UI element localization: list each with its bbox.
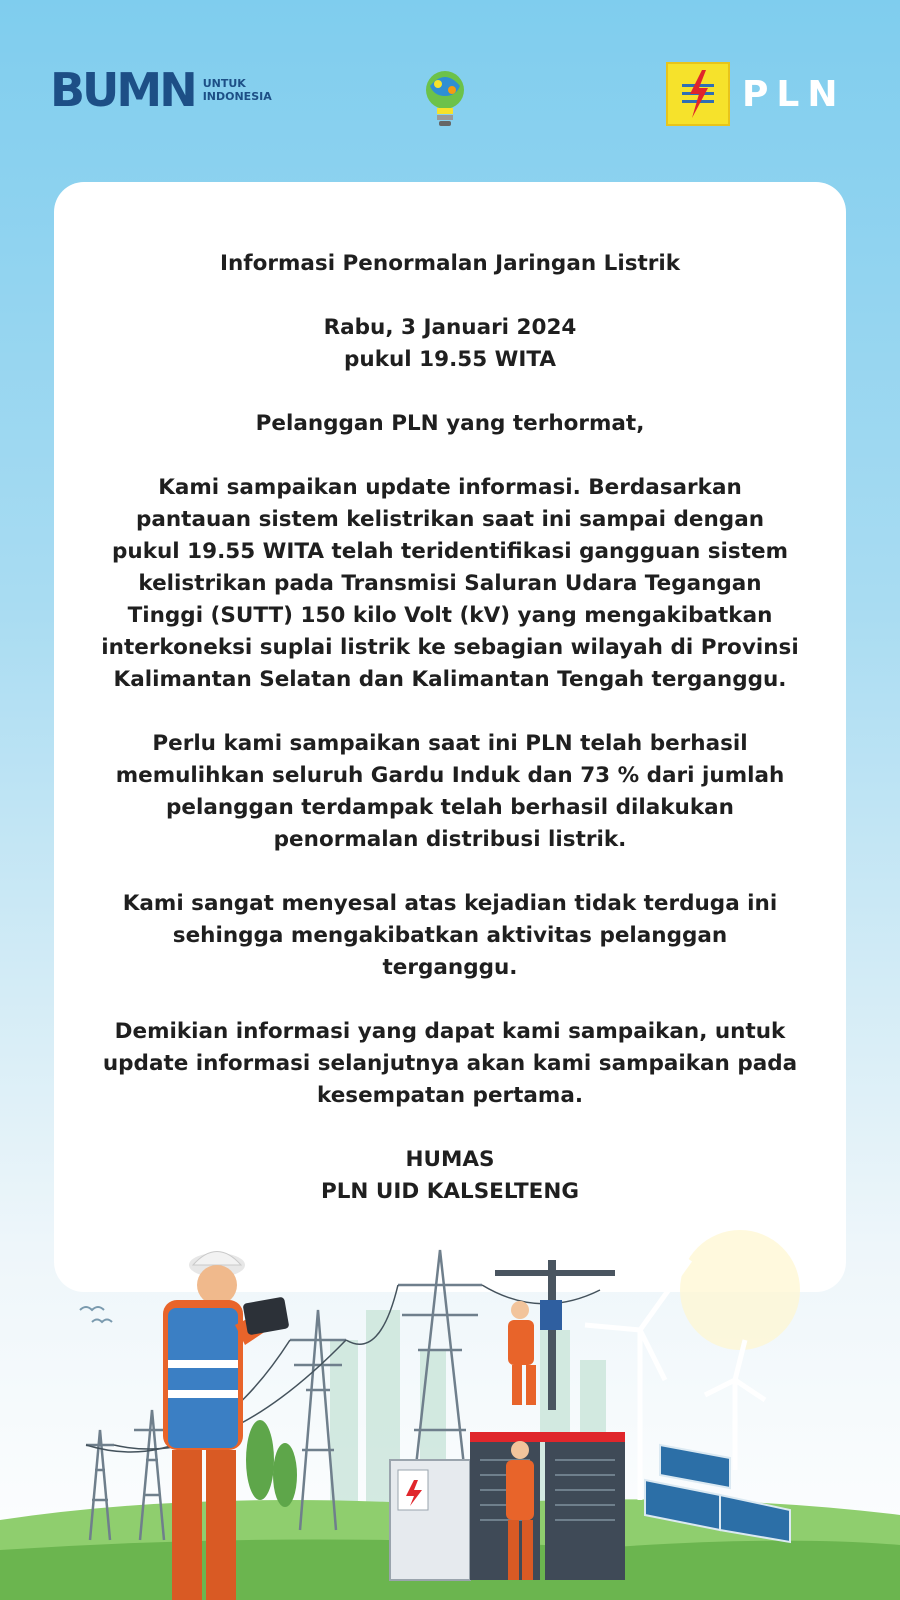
header: [0, 0, 900, 170]
announcement-greeting: Pelanggan PLN yang terhormat,: [255, 411, 645, 436]
pln-logo-text: PLN: [742, 73, 846, 115]
announcement-paragraph-4: Demikian informasi yang dapat kami sampaikan, untuk update informasi selanjutnya akan kami sampaikan pada kesempatan pertama.: [102, 1019, 798, 1108]
announcement-content: [54, 248, 846, 1208]
electricity-worker-illustration: [0, 1230, 900, 1600]
announcement-time: pukul 19.55 WITA: [344, 347, 556, 372]
signature-line-1: HUMAS: [405, 1147, 495, 1172]
bumn-tagline: [203, 77, 272, 103]
announcement-date: Rabu, 3 Januari 2024: [323, 315, 577, 340]
bumn-tagline-line2: INDONESIA: [202, 90, 272, 103]
pln-logo: [666, 62, 845, 126]
bumn-tagline-line1: UNTUK: [202, 77, 246, 90]
announcement-paragraph-1: Kami sampaikan update informasi. Berdasarkan pantauan sistem kelistrikan saat ini sampai dengan pukul 19.55 WITA telah teridentifikasi gangguan sistem kelistrikan pada Transmisi Saluran Udara Tegangan Tinggi (SUTT) 150 kilo Volt (kV) yang mengakibatkan interkoneksi suplai listrik ke sebagian wilayah di Provinsi Kalimantan Selatan dan Kalimantan Tengah terganggu.: [101, 475, 799, 692]
signature: [54, 1144, 846, 1208]
announcement-datetime: [54, 312, 846, 376]
announcement-title: Informasi Penormalan Jaringan Listrik: [219, 251, 681, 276]
pln-lightning-icon: [666, 62, 730, 126]
lightbulb-icon: [420, 66, 470, 130]
bumn-logo-text: BUMN: [50, 63, 195, 117]
bumn-logo: [50, 63, 272, 117]
announcement-paragraph-3: Kami sangat menyesal atas kejadian tidak terduga ini sehingga mengakibatkan aktivitas pelanggan terganggu.: [122, 891, 778, 980]
signature-line-2: PLN UID KALSELTENG: [320, 1179, 580, 1204]
announcement-paragraph-2: Perlu kami sampaikan saat ini PLN telah berhasil memulihkan seluruh Gardu Induk dan 73 % dari jumlah pelanggan terdampak telah berhasil dilakukan penormalan distribusi listrik.: [115, 731, 785, 852]
announcement-card: [54, 182, 846, 1292]
